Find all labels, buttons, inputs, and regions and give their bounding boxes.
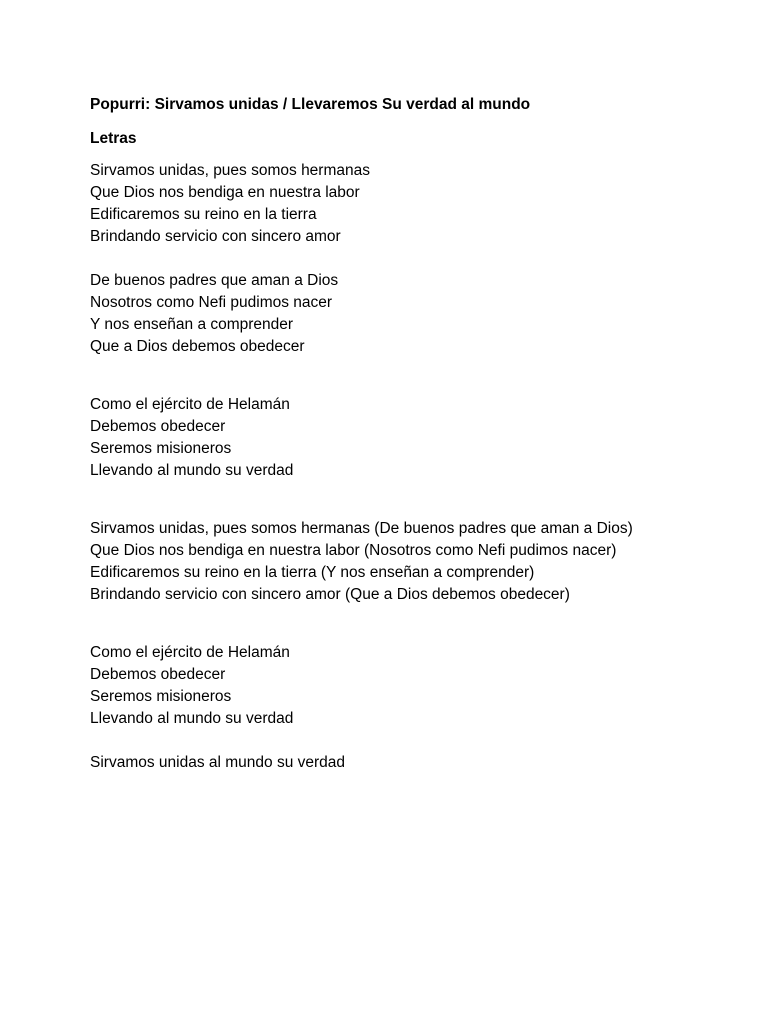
stanza-3 — [90, 394, 730, 482]
stanza-4 — [90, 518, 730, 606]
lyric-line: Que Dios nos bendiga en nuestra labor — [90, 184, 360, 201]
lyric-line: Nosotros como Nefi pudimos nacer — [90, 294, 333, 311]
lyric-line: De buenos padres que aman a Dios — [90, 272, 339, 289]
lyric-line: Brindando servicio con sincero amor (Que a Dios debemos obedecer) — [90, 586, 570, 603]
lyric-line: Que a Dios debemos obedecer — [90, 338, 305, 355]
lyric-line: Sirvamos unidas, pues somos hermanas — [90, 162, 370, 179]
page-title: Popurri: Sirvamos unidas / Llevaremos Su verdad al mundo — [90, 96, 531, 113]
lyric-line: Seremos misioneros — [90, 688, 232, 705]
lyric-line: Edificaremos su reino en la tierra — [90, 206, 317, 223]
stanza-6 — [90, 752, 730, 774]
stanza-2 — [90, 270, 730, 358]
lyric-line: Debemos obedecer — [90, 418, 226, 435]
lyric-line: Seremos misioneros — [90, 440, 232, 457]
lyric-line: Sirvamos unidas, pues somos hermanas (De buenos padres que aman a Dios) — [90, 520, 633, 537]
section-heading: Letras — [90, 130, 137, 147]
stanza-5 — [90, 642, 730, 730]
lyric-line: Como el ejército de Helamán — [90, 396, 290, 413]
lyric-line: Edificaremos su reino en la tierra (Y nos enseñan a comprender) — [90, 564, 535, 581]
lyric-line: Llevando al mundo su verdad — [90, 710, 294, 727]
document-body — [90, 94, 730, 774]
lyric-line: Sirvamos unidas al mundo su verdad — [90, 754, 346, 771]
lyric-line: Como el ejército de Helamán — [90, 644, 290, 661]
stanza-1 — [90, 160, 730, 248]
lyric-line: Y nos enseñan a comprender — [90, 316, 294, 333]
lyric-line: Llevando al mundo su verdad — [90, 462, 294, 479]
lyric-line: Brindando servicio con sincero amor — [90, 228, 341, 245]
lyric-line: Debemos obedecer — [90, 666, 226, 683]
lyric-line: Que Dios nos bendiga en nuestra labor (Nosotros como Nefi pudimos nacer) — [90, 542, 617, 559]
